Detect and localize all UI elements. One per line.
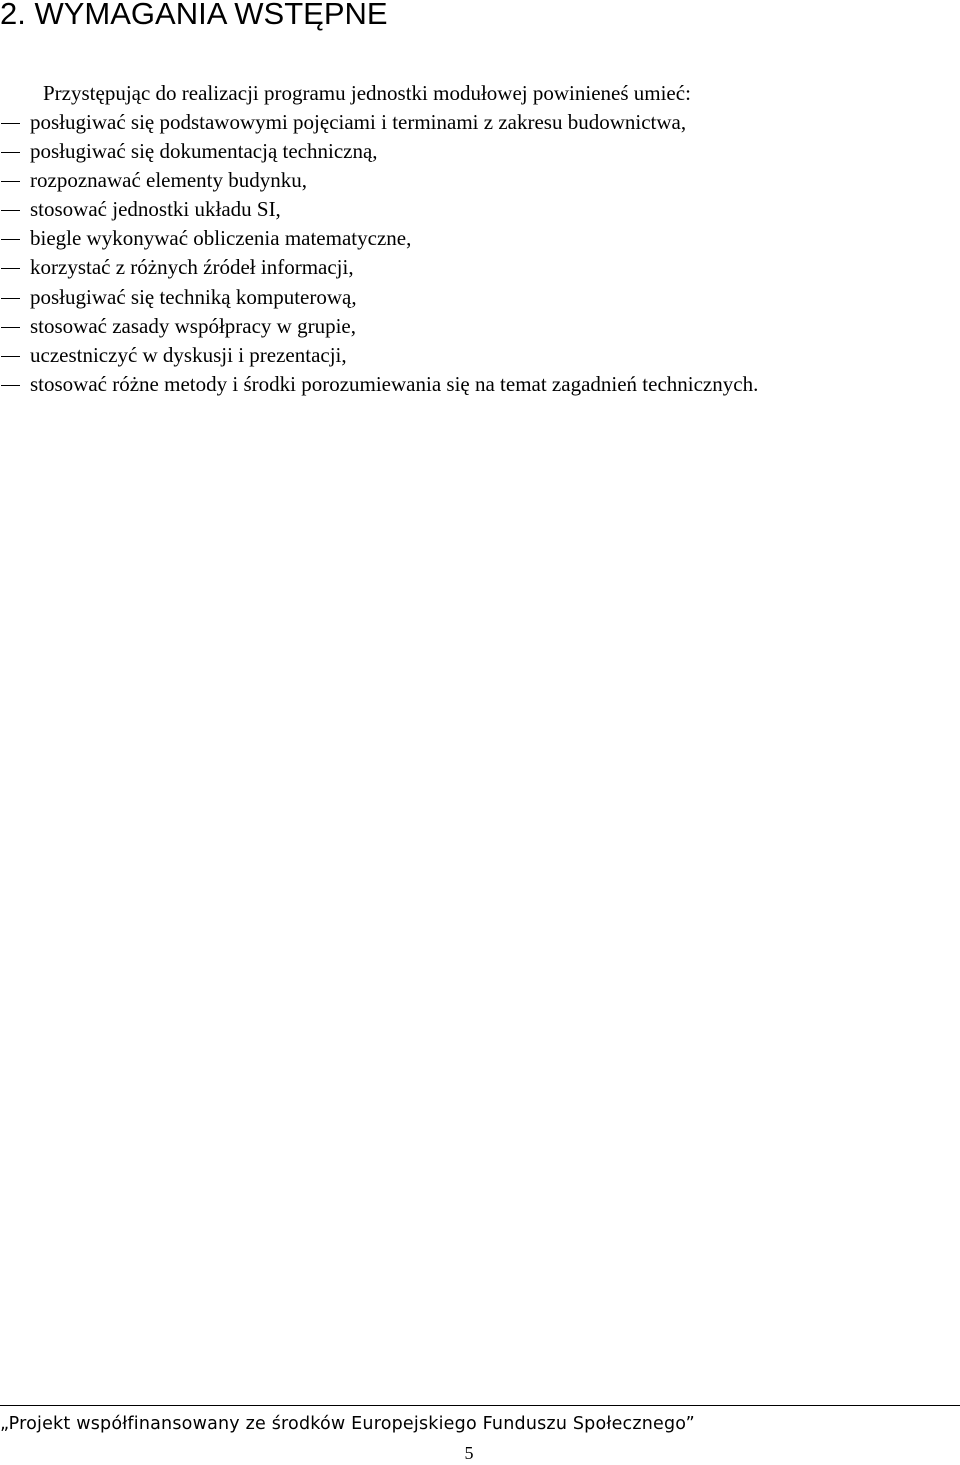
dash-bullet-icon xyxy=(0,224,20,253)
dash-bullet-icon xyxy=(0,108,20,137)
footer-funding-note: „Projekt współfinansowany ze środków Europejskiego Funduszu Społecznego” xyxy=(0,1414,695,1434)
dash-bullet-icon xyxy=(0,312,20,341)
dash-bullet-icon xyxy=(0,283,20,312)
intro-text: Przystępując do realizacji programu jednostki modułowej powinieneś umieć: xyxy=(43,81,691,105)
list-item-text: stosować zasady współpracy w grupie, xyxy=(30,313,356,338)
list-item-text: biegle wykonywać obliczenia matematyczne, xyxy=(30,226,412,251)
section-heading: 2. WYMAGANIA WSTĘPNE xyxy=(0,0,388,31)
footer-divider xyxy=(0,1405,960,1406)
list-item-text: uczestniczyć w dyskusji i prezentacji, xyxy=(30,342,347,367)
dash-bullet-icon xyxy=(0,341,20,370)
dash-bullet-icon xyxy=(0,137,20,166)
dash-bullet-icon xyxy=(0,253,20,282)
list-item-text: posługiwać się podstawowymi pojęciami i terminami z zakresu budownictwa, xyxy=(30,110,687,134)
dash-bullet-icon xyxy=(0,166,20,195)
list-item-text: korzystać z różnych źródeł informacji, xyxy=(30,255,354,280)
list-item-text: posługiwać się dokumentacją techniczną, xyxy=(30,139,378,164)
list-item-text: posługiwać się techniką komputerową, xyxy=(30,284,357,309)
page-number: 5 xyxy=(464,1443,474,1463)
dash-bullet-icon xyxy=(0,370,20,399)
dash-bullet-icon xyxy=(0,195,20,224)
list-item-text: stosować różne metody i środki porozumiewania się na temat zagadnień technicznych. xyxy=(30,371,759,396)
list-item-text: stosować jednostki układu SI, xyxy=(30,197,281,222)
list-item-text: rozpoznawać elementy budynku, xyxy=(30,168,307,193)
